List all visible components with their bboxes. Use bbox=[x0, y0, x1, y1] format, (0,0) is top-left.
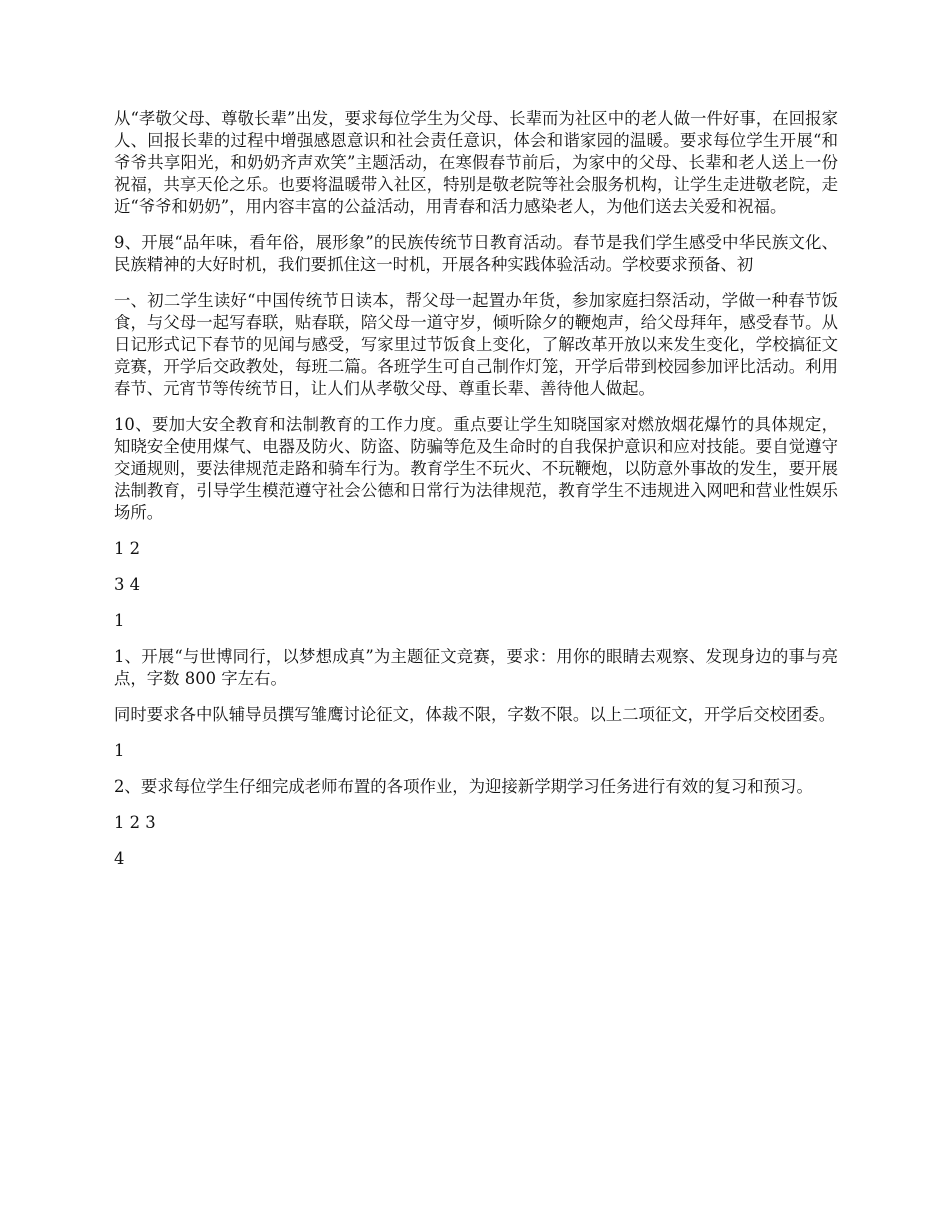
paragraph-number-4: 4 bbox=[114, 849, 125, 868]
paragraph-homework: 2、要求每位学生仔细完成老师布置的各项作业，为迎接新学期学习任务进行有效的复习和预习。 bbox=[114, 777, 813, 796]
paragraph-number-1-second: 1 bbox=[114, 741, 125, 760]
paragraph-numbers-1-2-3: 1 2 3 bbox=[114, 813, 156, 832]
paragraph-numbers-1-2: 1 2 bbox=[114, 539, 141, 558]
paragraph-item-9: 9、开展“品年味，看年俗，展形象”的民族传统节日教育活动。春节是我们学生感受中华民族文化、民族精神的大好时机，我们要抓住这一时机，开展各种实践体验活动。学校要求预备、初 bbox=[114, 233, 838, 274]
paragraph-grade-activities: 一、初二学生读好“中国传统节日读本，帮父母一起置办年货，参加家庭扫祭活动，学做一种春节饭食，与父母一起写春联，贴春联，陪父母一道守岁，倾听除夕的鞭炮声，给父母拜年，感受春节。从日记形式记下春节的见闻与感受，写家里过节饭食上变化，了解改革开放以来发生变化，学校搞征文竞赛，开学后交政教处，每班二篇。各班学生可自己制作灯笼，开学后带到校园参加评比活动。利用春节、元宵节等传统节日，让人们从孝敬父母、尊重长辈、善待他人做起。 bbox=[114, 291, 838, 398]
document-page bbox=[114, 108, 838, 884]
paragraph-item-10: 10、要加大安全教育和法制教育的工作力度。重点要让学生知晓国家对燃放烟花爆竹的具体规定，知晓安全使用煤气、电器及防火、防盗、防骗等危及生命时的自我保护意识和应对技能。要自觉遵守交通规则，要法律规范走路和骑车行为。教育学生不玩火、不玩鞭炮，以防意外事故的发生，要开展法制教育，引导学生模范遵守社会公德和日常行为法律规范，教育学生不违规进入网吧和营业性娱乐场所。 bbox=[114, 415, 838, 522]
paragraph-number-1: 1 bbox=[114, 611, 125, 630]
paragraph-respect-elders: 从“孝敬父母、尊敬长辈”出发，要求每位学生为父母、长辈而为社区中的老人做一件好事，在回报家人、回报长辈的过程中增强感恩意识和社会责任意识，体会和谐家园的温暖。要求每位学生开展“和爷爷共享阳光，和奶奶齐声欢笑”主题活动，在寒假春节前后，为家中的父母、长辈和老人送上一份祝福，共享天伦之乐。也要将温暖带入社区，特别是敬老院等社会服务机构，让学生走进敬老院，走近“爷爷和奶奶”，用内容丰富的公益活动，用青春和活力感染老人，为他们送去关爱和祝福。 bbox=[114, 109, 838, 216]
paragraph-counselor-essay: 同时要求各中队辅导员撰写雏鹰讨论征文，体裁不限，字数不限。以上二项征文，开学后交校团委。 bbox=[114, 705, 836, 724]
paragraph-essay-contest: 1、开展“与世博同行，以梦想成真”为主题征文竞赛，要求：用你的眼睛去观察、发现身边的事与亮点，字数 800 字左右。 bbox=[114, 647, 838, 688]
paragraph-numbers-3-4: 3 4 bbox=[114, 575, 141, 594]
